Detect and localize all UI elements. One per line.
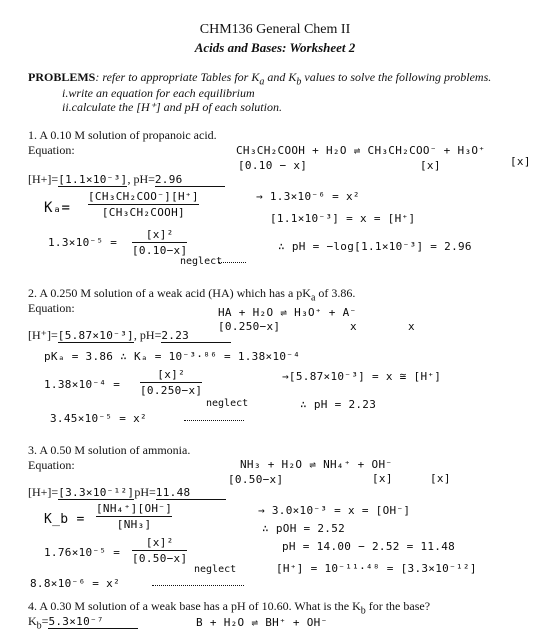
problem2-initial: [0.250−x]: [218, 320, 281, 333]
problem3-h-value: [3.3×10⁻¹²]: [58, 486, 135, 499]
worksheet-title: CHM136 General Chem II: [199, 22, 351, 37]
problem2-h-value: [5.87×10⁻³]: [57, 329, 134, 342]
instruction-step-i: i.write an equation for each equilibrium: [62, 86, 255, 100]
problem1-fraction: [x]² [0.10−x]: [132, 228, 188, 257]
problem3-step2: ∴ pOH = 2.52: [262, 522, 346, 535]
problem3-x-squared: 8.8×10⁻⁶ = x²: [30, 577, 120, 590]
problem2-pka-line: pKₐ = 3.86 ∴ Kₐ = 10⁻³·⁸⁶ = 1.38×10⁻⁴: [44, 350, 301, 363]
problem2-answer-line: [H⁺]=[5.87×10⁻³], pH=2.23: [28, 328, 231, 343]
problem2-question: 2. A 0.250 M solution of a weak acid (HA) which has a $pK_a$ of 3.86.: [28, 286, 356, 304]
problem3-equation-label: Equation:: [28, 458, 75, 472]
problem3-kb-symbol: K_b =: [44, 512, 85, 527]
problem3-question: 3. A 0.50 M solution of ammonia.: [28, 443, 191, 457]
problem1-dotted-arrow: [218, 262, 246, 263]
problem3-dotted-arrow: [152, 585, 244, 586]
problem3-initial: [0.50−x]: [228, 473, 284, 486]
problem3-x2: [x]: [430, 472, 451, 485]
problem2-ka-value: 1.38×10⁻⁴ =: [44, 378, 121, 391]
worksheet-subtitle: Acids and Bases: Worksheet 2: [194, 40, 356, 55]
problem1-question: 1. A 0.10 M solution of propanoic acid.: [28, 128, 217, 142]
problem4-equation: B + H₂O ⇌ BH⁺ + OH⁻: [196, 616, 328, 629]
problem1-x1: [x]: [420, 159, 441, 172]
problem1-step2: [1.1×10⁻³] = x = [H⁺]: [270, 212, 416, 225]
problem3-kb-expression: [NH₄⁺][OH⁻] [NH₃]: [96, 502, 173, 531]
problem1-x2: [x]: [510, 155, 531, 168]
problem2-x2: x: [408, 320, 415, 333]
problem1-initial: [0.10 − x]: [238, 159, 308, 172]
problem1-ka-expression: [CH₃CH₂COO⁻][H⁺] [CH₃CH₂COOH]: [88, 190, 199, 219]
problem1-step1: → 1.3×10⁻⁶ = x²: [256, 190, 360, 203]
problem3-neglect: neglect: [194, 564, 237, 575]
instructions-line: PROBLEMS: refer to appropriate Tables for $K_a$ and $K_b$ values to solve the following problems.: [28, 70, 492, 88]
problem4-answer-line: $K_b=5.3\times 10^{-7}$: [28, 614, 138, 631]
problem2-fraction: [x]² [0.250−x]: [140, 368, 203, 397]
problem2-equation-label: Equation:: [28, 301, 75, 315]
problem2-ph-value: 2.23: [161, 329, 231, 343]
problem3-step1: → 3.0×10⁻³ = x = [OH⁻]: [258, 504, 411, 517]
problem1-ka-symbol: Kₐ=: [44, 200, 71, 216]
problem3-x1: [x]: [372, 472, 393, 485]
problem1-h-value: [1.1×10⁻³]: [58, 173, 128, 186]
problem2-dotted-arrow: [184, 420, 244, 421]
problem4-kb-value: 5.3×10⁻⁷: [48, 615, 138, 629]
problem1-ka-value: 1.3×10⁻⁵ =: [48, 236, 118, 249]
problem3-ph-value: 11.48: [156, 486, 226, 500]
problem1-step3: ∴ pH = −log[1.1×10⁻³] = 2.96: [278, 240, 472, 253]
instruction-step-ii: ii.calculate the [H⁺] and pH of each solution.: [62, 100, 282, 114]
problem4-question: 4. A 0.30 M solution of a weak base has a pH of 10.60. What is the $K_b$ for the base?: [28, 599, 431, 617]
problem2-step1: →[5.87×10⁻³] = x ≅ [H⁺]: [282, 370, 442, 383]
problem2-x1: x: [350, 320, 357, 333]
problem3-equation: NH₃ + H₂O ⇌ NH₄⁺ + OH⁻: [240, 458, 393, 471]
problem1-equation-label: Equation:: [28, 143, 75, 157]
problem2-neglect: neglect: [206, 398, 249, 409]
problem2-equation: HA + H₂O ⇌ H₃O⁺ + A⁻: [218, 306, 357, 319]
problem3-fraction: [x]² [0.50−x]: [132, 536, 188, 565]
problem2-x-squared: 3.45×10⁻⁵ = x²: [50, 412, 147, 425]
problem3-kb-value: 1.76×10⁻⁵ =: [44, 546, 121, 559]
problem1-neglect: neglect: [180, 256, 223, 267]
problem3-answer-line: [H+]=[3.3×10⁻¹²]pH=11.48: [28, 485, 226, 500]
problem1-answer-line: [H+]=[1.1×10⁻³], pH=2.96: [28, 172, 225, 187]
problems-lead: PROBLEMS: [28, 70, 96, 84]
problem1-equation: CH₃CH₂COOH + H₂O ⇌ CH₃CH₂COO⁻ + H₃O⁺: [236, 144, 486, 157]
problem3-step3: pH = 14.00 − 2.52 = 11.48: [282, 540, 456, 553]
problem3-step4: [H⁺] = 10⁻¹¹·⁴⁸ = [3.3×10⁻¹²]: [276, 562, 477, 575]
problem2-step2: ∴ pH = 2.23: [300, 398, 377, 411]
problem1-ph-value: 2.96: [155, 173, 225, 187]
